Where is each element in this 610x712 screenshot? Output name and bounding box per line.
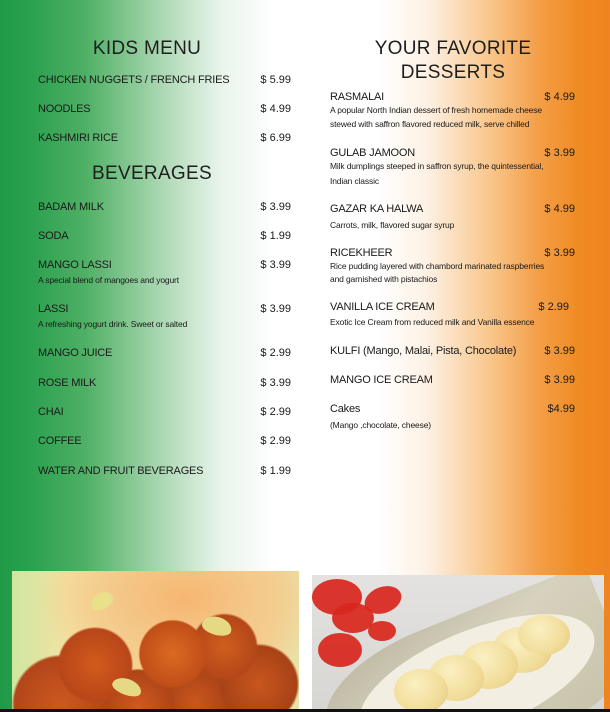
item-price: $ 2.99: [260, 406, 291, 418]
item-name: GAZAR KA HALWA: [330, 203, 424, 215]
item-name: MANGO JUICE: [38, 347, 113, 359]
item-description: Indian classic: [330, 176, 379, 186]
item-price: $ 2.99: [260, 435, 291, 447]
item-name: KASHMIRI RICE: [38, 132, 118, 144]
item-name: SODA: [38, 230, 69, 242]
item-name: VANILLA ICE CREAM: [330, 301, 435, 313]
item-price: $ 4.99: [260, 103, 291, 115]
item-description: Rice pudding layered with chambord marinated raspberries: [330, 261, 545, 271]
item-price: $ 3.99: [544, 374, 575, 386]
item-name: KULFI (Mango, Malai, Pista, Chocolate): [330, 345, 517, 357]
leaf-garnish-icon: [88, 588, 117, 614]
item-name: MANGO ICE CREAM: [330, 374, 433, 386]
item-name: LASSI: [38, 303, 69, 315]
item-price: $ 3.99: [260, 259, 291, 271]
item-price: $ 2.99: [538, 301, 569, 313]
item-description: A special blend of mangoes and yogurt: [38, 275, 179, 285]
item-name: CHAI: [38, 406, 64, 418]
item-description: A refreshing yogurt drink. Sweet or salted: [38, 319, 188, 329]
item-description: Carrots, milk, flavored sugar syrup: [330, 220, 455, 230]
item-price: $4.99: [547, 403, 575, 415]
gulab-jamun-photo: [12, 571, 299, 709]
item-price: $ 3.99: [260, 377, 291, 389]
rose-petal-icon: [368, 621, 396, 641]
item-name: WATER AND FRUIT BEVERAGES: [38, 465, 204, 477]
item-price: $ 2.99: [260, 347, 291, 359]
item-name: RICEKHEER: [330, 247, 393, 259]
item-price: $ 5.99: [260, 74, 291, 86]
item-name: GULAB JAMOON: [330, 147, 416, 159]
item-name: ROSE MILK: [38, 377, 97, 389]
item-price: $ 3.99: [544, 345, 575, 357]
item-name: RASMALAI: [330, 91, 385, 103]
item-name: NOODLES: [38, 103, 91, 115]
item-name: BADAM MILK: [38, 201, 104, 213]
leaf-garnish-icon: [110, 674, 144, 699]
desserts-heading-line1: YOUR FAVORITE: [374, 38, 532, 59]
item-name: MANGO LASSI: [38, 259, 112, 271]
item-price: $ 1.99: [260, 465, 291, 477]
item-price: $ 1.99: [260, 230, 291, 242]
item-price: $ 3.99: [260, 303, 291, 315]
desserts-heading-line2: DESSERTS: [400, 62, 506, 83]
item-description: Exotic Ice Cream from reduced milk and Vanilla essence: [330, 317, 535, 327]
item-price: $ 3.99: [544, 247, 575, 259]
item-price: $ 4.99: [544, 203, 575, 215]
item-price: $ 3.99: [260, 201, 291, 213]
rasmalai-ball: [394, 669, 448, 709]
rose-petal-icon: [318, 633, 362, 667]
item-price: $ 3.99: [544, 147, 575, 159]
item-description: (Mango ,chocolate, cheese): [330, 420, 431, 430]
rasmalai-ball: [518, 615, 570, 655]
item-description: and garnished with pistachios: [330, 274, 438, 284]
item-description: stewed with saffron flavored reduced milk, serve chilled: [330, 119, 530, 129]
item-name: Cakes: [330, 403, 361, 415]
item-description: Milk dumplings steeped in saffron syrup, the quintessential,: [330, 161, 544, 171]
beverages-heading: BEVERAGES: [92, 163, 212, 184]
item-name: COFFEE: [38, 435, 82, 447]
leaf-garnish-icon: [200, 613, 234, 638]
item-name: CHICKEN NUGGETS / FRENCH FRIES: [38, 74, 230, 86]
desserts-heading: [330, 37, 576, 85]
item-price: $ 4.99: [544, 91, 575, 103]
item-description: A popular North Indian dessert of fresh homemade cheese: [330, 105, 542, 115]
kids-menu-heading: KIDS MENU: [92, 38, 202, 59]
rasmalai-photo: [312, 575, 604, 709]
item-price: $ 6.99: [260, 132, 291, 144]
